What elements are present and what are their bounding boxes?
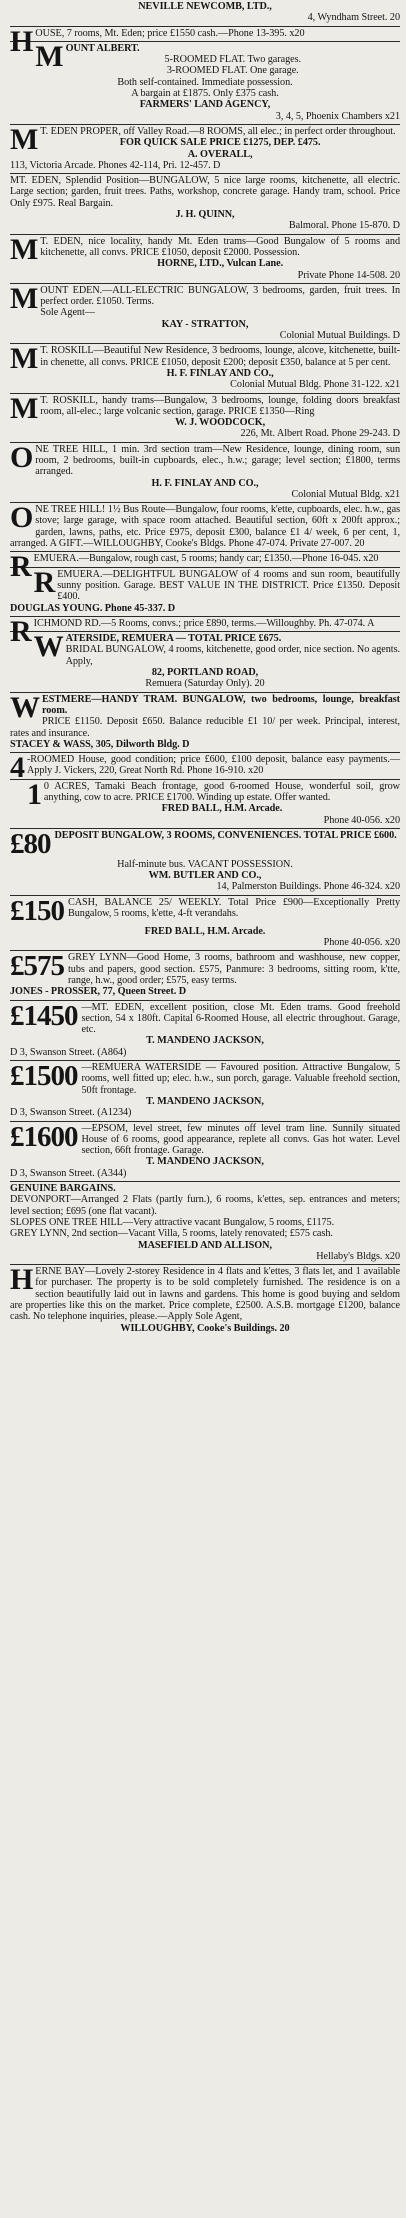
ad-line: Colonial Mutual Bldg. Phone 31-122. x21: [230, 379, 400, 391]
ad-line: REMUERA.—Bungalow, rough cast, 5 rooms; handy car; £1350.—Phone 16-045. x20: [10, 550, 379, 584]
ad-line: 82, PORTLAND ROAD,: [151, 667, 259, 679]
price-ad: [10, 827, 400, 860]
ad-headline: MOUNT ALBERT.: [35, 39, 140, 73]
ad-line: H. F. FINLAY AND CO.,: [151, 477, 259, 489]
ad-line: CASH, BALANCE 25/ WEEKLY. Total Price £900—Exceptionally Pretty Bungalow, 5 rooms, k'ette, 4-ft verandahs.: [68, 896, 400, 920]
classified-ad: [10, 1061, 400, 1121]
classified-ad: [10, 896, 400, 952]
classified-ad: [10, 1182, 400, 1265]
ad-line: 113, Victoria Arcade. Phones 42-114, Pri. 12-457. D: [10, 159, 221, 171]
ad-price: £1600: [10, 1120, 78, 1153]
ad-line: Private Phone 14-508. 20: [297, 269, 400, 281]
ad-line: WILLOUGHBY, Cooke's Buildings. 20: [120, 1322, 290, 1334]
ad-line: 3-ROOMED FLAT. One garage.: [166, 65, 299, 77]
ad-line: MT. ROSKILL, handy trams—Bungalow, 3 bedrooms, lounge, folding doors breakfast room, all-elec.; large volcanic section, garage. PRICE £1350—Ring: [10, 391, 400, 425]
classified-ad: [10, 0, 400, 27]
ad-line: Phone 40-056. x20: [323, 814, 400, 826]
classified-ad: [10, 1122, 400, 1182]
ad-line: FRED BALL, H.M. Arcade.: [161, 803, 283, 815]
ad-body: [55, 830, 401, 841]
ad-price: £1450: [10, 999, 78, 1032]
ad-price: £150: [10, 894, 64, 927]
ad-line: A. OVERALL,: [187, 148, 253, 160]
ad-line: STACEY & WASS, 305, Dilworth Bldg. D: [10, 738, 190, 750]
classified-ad: [10, 632, 400, 692]
ad-line: Colonial Mutual Buildings. D: [279, 330, 400, 342]
ad-line: FRED BALL, H.M. Arcade.: [144, 925, 266, 937]
ad-headline: WATERSIDE, REMUERA — TOTAL PRICE £675.: [33, 630, 282, 664]
ad-line: 10 ACRES, Tamaki Beach frontage, good 6-roomed House, wonderful soil, grow anything, cow to acre. PRICE £1700. Winding up estate. Offer wanted.: [26, 777, 400, 811]
ad-line: D 3, Swanson Street. (A1234): [10, 1107, 132, 1119]
classified-ad: [10, 391, 400, 443]
ad-body: [82, 1123, 401, 1157]
ad-line: JONES - PROSSER, 77, Queen Street. D: [10, 986, 187, 998]
ad-line: 4-ROOMED House, good condition; price £600, £100 deposit, balance easy payments.—Apply J. Vickers, 220, Great North Rd. Phone 16-910. x20: [10, 751, 400, 785]
ad-line: Hellaby's Bldgs. x20: [316, 1250, 400, 1262]
classified-ad: [10, 829, 400, 896]
ad-line: MOUNT EDEN.—ALL-ELECTRIC BUNGALOW, 3 bedrooms, garden, fruit trees. In perfect order. £1050. Terms.: [10, 281, 400, 315]
ad-body: [82, 1002, 401, 1036]
ad-line: BRIDAL BUNGALOW, 4 rooms, kitchenette, good order, nice section. No agents. Apply,: [65, 644, 400, 667]
classified-ad: [10, 281, 400, 344]
ad-line: Half-minute bus. VACANT POSSESSION.: [117, 858, 293, 870]
ad-line: 226, Mt. Albert Road. Phone 29-243. D: [240, 428, 400, 440]
ad-body: [68, 952, 400, 986]
ad-body: [68, 897, 400, 920]
ad-line: GREY LYNN, 2nd section—Vacant Villa, 5 rooms, lately renovated; £575 cash.: [10, 1228, 333, 1240]
ad-headline: WESTMERE—HANDY TRAM. BUNGALOW, two bedrooms, lounge, breakfast room.: [10, 690, 400, 724]
ad-line: ONE TREE HILL, 1 min. 3rd section tram—New Residence, lounge, dining room, sun room, 2 bedrooms, built-in cupboards, elec., h.w.; garage; level section; £1800, terms arranged.: [10, 440, 400, 478]
ad-line: 3, 4, 5, Phoenix Chambers x21: [275, 110, 400, 122]
ad-line: —MT. EDEN, excellent position, close Mt. Eden trams. Good freehold section, 54 x 180ft. Capital 6-Roomed House, all electric throughout. Garage, etc.: [81, 1001, 400, 1036]
price-ad: [10, 999, 400, 1036]
ad-line: KAY - STRATTON,: [161, 318, 249, 330]
classified-ad: [10, 751, 400, 785]
ad-line: —REMUERA WATERSIDE — Favoured position. Attractive Bungalow, 5 rooms, well fitted up; elec. h.w., sun porch, garage. Valuable freehold section, 50ft frontage.: [81, 1062, 400, 1096]
price-ad: [10, 952, 400, 986]
ad-line: W. J. WOODCOCK,: [175, 417, 266, 429]
ad-line: Balmoral. Phone 15-870. D: [288, 220, 400, 232]
ad-price: £80: [10, 827, 51, 860]
classified-ad: [10, 1001, 400, 1061]
ad-line: WM. BUTLER AND CO.,: [148, 870, 262, 882]
ad-line: D 3, Swanson Street. (A864): [10, 1046, 127, 1058]
price-ad: [10, 894, 400, 927]
classified-ad: [10, 344, 400, 393]
classified-ad: [10, 777, 400, 829]
classified-ad: [10, 503, 400, 552]
ad-line: D 3, Swanson Street. (A344): [10, 1167, 127, 1179]
ad-line: MASEFIELD AND ALLISON,: [138, 1239, 272, 1251]
ad-line: DEPOSIT BUNGALOW, 3 ROOMS, CONVENIENCES. TOTAL PRICE £600.: [54, 829, 397, 841]
ad-line: FOR QUICK SALE PRICE £1275, DEP. £475.: [119, 137, 321, 149]
ad-line: DOUGLAS YOUNG. Phone 45-337. D: [10, 602, 176, 614]
classified-ad: [10, 174, 400, 234]
ad-body: [82, 1062, 401, 1096]
ad-line: 14, Palmerston Buildings. Phone 46-324. x20: [216, 881, 400, 893]
ad-line: GREY LYNN—Good Home, 3 rooms, bathroom and washhouse, new copper, tubs and papers, good section. £575, Panmure: 3 bedrooms, sitting room, k'tte, range, h.w., good order; £575, easy terms.: [68, 952, 400, 986]
ad-line: T. MANDENO JACKSON,: [146, 1156, 264, 1168]
classified-ad: [10, 690, 400, 753]
ad-line: MT. EDEN PROPER, off Valley Road.—8 ROOMS, all elec.; in perfect order throughout.: [10, 122, 396, 156]
ad-line: RICHMOND RD.—5 Rooms, convs.; price £890, terms.—Willoughby. Ph. 47-074. A: [10, 614, 375, 648]
ad-line: DEVONPORT—Arranged 2 Flats (partly furn.), 6 rooms, k'ettes, sep. entrances and meters; level section; £695 (one flat vacant).: [10, 1194, 400, 1217]
ad-line: Remuera (Saturday Only). 20: [145, 678, 265, 690]
ad-line: 5-ROOMED FLAT. Two garages.: [164, 54, 302, 66]
price-ad: [10, 1062, 400, 1096]
ad-line: HORNE, LTD., Vulcan Lane.: [157, 258, 284, 270]
ad-line: SLOPES ONE TREE HILL—Very attractive vacant Bungalow, 5 rooms, £1175.: [10, 1216, 335, 1228]
classified-ad: [10, 232, 400, 284]
classified-ad: [10, 951, 400, 1000]
ad-line: ONE TREE HILL! 1½ Bus Route—Bungalow, four rooms, k'ette, cupboards, elec. h.w., gas stove; large garage, with space room attached. Beautiful section, 60ft x 200ft approx.; garden, lawns, paths, etc. Price £975, deposit £300, balance £1 4/ week, 6 per cent, 1, arranged. A GIFT.—WILLOUGHBY, Cooke's Bldgs. Phone 47-074. Private 27-007. 20: [10, 501, 400, 550]
ad-line: T. MANDENO JACKSON,: [146, 1095, 264, 1107]
ad-line: MT. EDEN, Splendid Position—BUNGALOW, 5 nice large rooms, kitchenette, all electric. Large section; garden, fruit trees. Paths, workshop, concrete garage. Handy tram, school. Price Only £975. Real Bargain.: [10, 175, 400, 209]
ad-line: HERNE BAY—Lovely 2-storey Residence in 4 flats and k'ettes, 3 flats let, and 1 available for purchaser. The property is to be sold completely furnished. The residence is on a section beautifully laid out in lawns and gardens. This home is good buying and seldom are properties like this on the market. Price complete, £2500. A.S.B. mortgage £1200, balance cash. No telephone inquiries, please.—Apply Sole Agent,: [10, 1263, 400, 1323]
ad-line: PRICE £1150. Deposit £650. Balance reducible £1 10/ per week. Principal, interest, rates and insurance.: [10, 716, 400, 739]
ad-line: 4, Wyndham Street. 20: [307, 12, 400, 24]
ad-line: T. MANDENO JACKSON,: [146, 1035, 264, 1047]
ad-line: HOUSE, 7 rooms, Mt. Eden; price £1550 cash.—Phone 13-395. x20: [10, 24, 305, 58]
ad-line: Sole Agent—: [40, 307, 95, 319]
ad-price: £1500: [10, 1060, 78, 1093]
ad-line: J. H. QUINN,: [175, 209, 235, 221]
ad-line: Colonial Mutual Bldg. x21: [291, 488, 400, 500]
ad-line: MT. EDEN, nice locality, handy Mt. Eden trams—Good Bungalow of 5 rooms and kitchenette, all convs. PRICE £1050, deposit £2000. Possession.: [10, 232, 400, 266]
ad-line: MT. ROSKILL—Beautiful New Residence, 3 bedrooms, lounge, alcove, kitchenette, built-in chenette, all convs. PRICE £1050, deposit £200; deposit £350, balance at 5 per cent.: [10, 342, 400, 376]
price-ad: [10, 1120, 400, 1157]
classified-ad: [10, 440, 400, 503]
classified-ad: [10, 122, 400, 174]
classified-ad: [10, 1265, 400, 1336]
ad-line: Phone 40-056. x20: [323, 937, 400, 949]
ad-price: £575: [10, 950, 64, 983]
ad-line: NEVILLE NEWCOMB, LTD.,: [138, 1, 272, 12]
ad-line: A bargain at £1875. Only £375 cash.: [131, 88, 279, 100]
ad-line: Both self-contained. Immediate possession.: [117, 76, 293, 88]
ad-line: —EPSOM, level street, few minutes off level tram line. Sunnily situated House of 6 rooms, good appearance, replete all convs. Gas hot water. Level section, 66ft frontage. Garage.: [81, 1122, 400, 1157]
ad-line: FARMERS' LAND AGENCY,: [139, 99, 271, 111]
ad-line: REMUERA.—DELIGHTFUL BUNGALOW of 4 rooms and sun room, beautifully sunny position. Garage. BEST VALUE IN THE DISTRICT. Price £1350. Deposit £400.: [33, 565, 400, 603]
ad-line: H. F. FINLAY AND CO.,: [166, 367, 274, 379]
ad-headline: GENUINE BARGAINS.: [10, 1183, 116, 1195]
